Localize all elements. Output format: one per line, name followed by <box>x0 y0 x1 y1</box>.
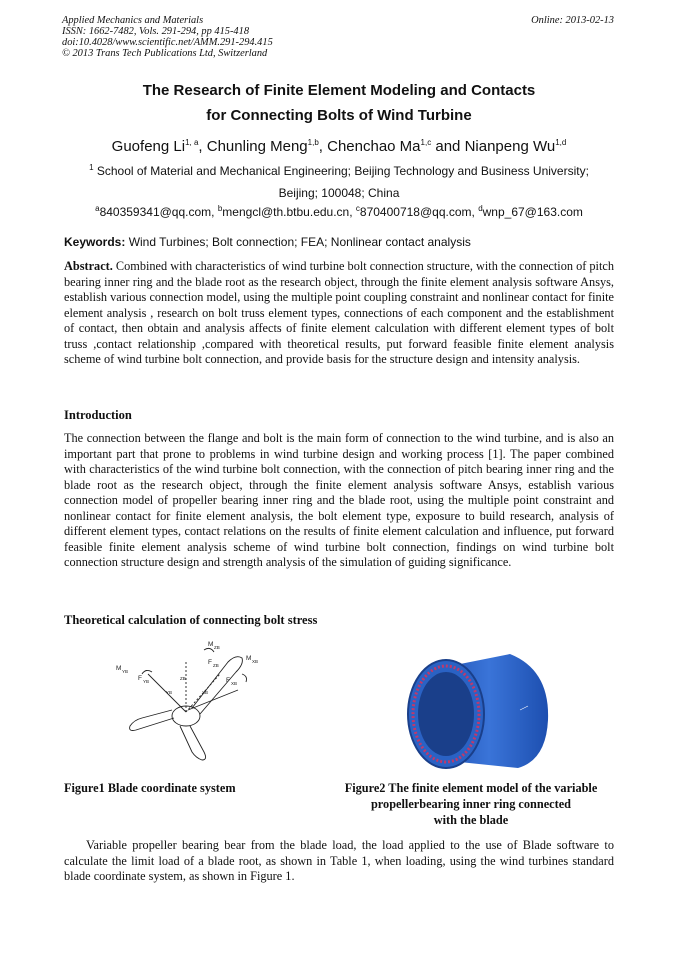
email-sup: b <box>217 204 223 213</box>
email-address[interactable]: wnp_67@163.com <box>482 205 583 219</box>
figure2-caption-line1: Figure2 The finite element model of the variable <box>344 781 598 795</box>
moment-arrow-x <box>242 674 247 682</box>
author-sep: and <box>431 138 465 155</box>
author-affil-sup: 1,d <box>555 138 567 147</box>
moment-arrow-y <box>142 670 152 674</box>
body-paragraph-load: Variable propeller bearing bear from the blade load, the load applied to the use of Blade software to calculate the limit load of a blade root, as shown in Table 1, when loading, using the wind turbines standard blade coordinate system, as shown in Figure 1. <box>64 838 614 883</box>
ring-hole <box>418 672 474 756</box>
axis-x <box>188 690 238 710</box>
email-sup: c <box>355 204 360 213</box>
author-affil-sup: 1,c <box>420 138 432 147</box>
figure2-fe-model-ring <box>400 630 550 780</box>
affiliation-sup: 1 <box>89 163 94 172</box>
abstract-text: Combined with characteristics of wind turbine bolt connection structure, with the connection of pitch bearing inner ring and the blade root as the research object, through the finite element analysis software Ansys, establish various connection model, using the multiple point coupling constraint and nonlinear contact for finite element analysis , research on bolt truss element types, connections of each component and the establishment of contact, then obtain and analysis affects of finite element calculation with different element types of bolt truss ,contact relationship ,compared with theoretical results, put forward feasible finite element analysis scheme of wind turbine bolt connection, and provide basis for the structure design and intensity analysis. <box>64 259 614 366</box>
affiliation-line2: Beijing; 100048; China <box>278 186 400 200</box>
email-address[interactable]: mengcl@th.btbu.edu.cn <box>222 205 350 219</box>
author-affil-sup: 1,b <box>307 138 319 147</box>
keywords-label: Keywords: <box>64 235 126 249</box>
keywords <box>64 235 471 249</box>
header-online-date: Online: 2013-02-13 <box>531 15 614 26</box>
paper-title-line2: for Connecting Bolts of Wind Turbine <box>206 107 472 124</box>
author-list <box>0 138 678 155</box>
figure2-caption <box>326 780 616 828</box>
moment-arrow-z <box>204 648 214 652</box>
header-copyright: © 2013 Trans Tech Publications Ltd, Switzerland <box>62 48 268 59</box>
author-sep: , <box>198 138 207 155</box>
keywords-text: Wind Turbines; Bolt connection; FEA; Nonlinear contact analysis <box>125 235 471 249</box>
label-sub: ZB <box>213 663 219 668</box>
label-f: F <box>208 659 212 666</box>
label-m: M <box>116 665 122 672</box>
author-name: Chunling Meng <box>206 138 308 155</box>
paper-title-line1: The Research of Finite Element Modeling and Contacts <box>142 82 536 99</box>
label-axis: XB <box>202 690 209 695</box>
email-sup: d <box>478 204 483 213</box>
header-journal: Applied Mechanics and Materials <box>62 15 204 26</box>
label-sub: YB <box>143 679 150 684</box>
hub-shape <box>172 706 200 726</box>
email-address[interactable]: 840359341@qq.com <box>99 205 212 219</box>
label-sub: YB <box>122 669 129 674</box>
figure2-caption-line3: with the blade <box>433 813 509 827</box>
figure2-caption-line2: propellerbearing inner ring connected <box>370 797 572 811</box>
affiliation-line1: School of Material and Mechanical Engineering; Beijing Technology and Business University; <box>96 164 589 178</box>
label-sub: XB <box>231 681 238 686</box>
email-list: $^a$840359341@qq.com, $^b$mengcl@th.btbu.edu.cn, $^c$870400718@qq.com, $^d$wnp_67@163.com <box>95 204 583 219</box>
figure1-blade-coordinate-system <box>108 634 270 762</box>
label-sub: XB <box>252 659 259 664</box>
journal-header <box>62 15 273 59</box>
figure1-caption: Figure1 Blade coordinate system <box>64 781 236 795</box>
blade-left <box>130 710 174 731</box>
introduction-paragraph: The connection between the flange and bolt is the main form of connection to the wind turbine, and is also an important part that prone to problems in wind turbine design and working process [1]. The paper combined with characteristics of the wind turbine bolt connection, with the connection of pitch bearing inner ring and the blade root as the research object, through the finite element analysis software Ansys, establish various connection model of propeller bearing inner ring and the blade root, using the multiple point constraint and nonlinear contact for finite element analysis, the bolt element type, exposure to build research, analysis of different element types, contact relations on the results of finite element calculation and influence, put forward feasible finite element analysis scheme of wind turbine bolt connection, findings on wind turbine bolt connection structure design and strength analysis of the simulation of guiding significance. <box>64 431 614 569</box>
affiliation <box>64 160 614 204</box>
author-affil-sup: 1, a <box>185 138 199 147</box>
email-address[interactable]: 870400718@qq.com <box>359 205 472 219</box>
author-sep: , <box>318 138 328 155</box>
section-heading-introduction: Introduction <box>64 408 132 422</box>
blade-lower <box>180 726 206 760</box>
abstract-label: Abstract. <box>64 259 113 273</box>
abstract <box>64 259 614 368</box>
label-sub: ZB <box>214 645 220 650</box>
email-sup: a <box>95 204 100 213</box>
author-name: Chenchao Ma <box>327 138 421 155</box>
section-heading-theory: Theoretical calculation of connecting bolt stress <box>64 613 318 627</box>
label-m: M <box>246 655 252 662</box>
label-axis: YB <box>166 690 173 695</box>
label-f: F <box>138 675 142 682</box>
label-m: M <box>208 641 214 648</box>
author-name: Guofeng Li <box>111 138 186 155</box>
label-axis: ZB <box>180 676 186 681</box>
label-f: F <box>226 677 230 684</box>
header-doi: doi:10.4028/www.scientific.net/AMM.291-294.415 <box>62 37 273 48</box>
author-name: Nianpeng Wu <box>464 138 556 155</box>
header-issn: ISSN: 1662-7482, Vols. 291-294, pp 415-418 <box>62 26 250 37</box>
